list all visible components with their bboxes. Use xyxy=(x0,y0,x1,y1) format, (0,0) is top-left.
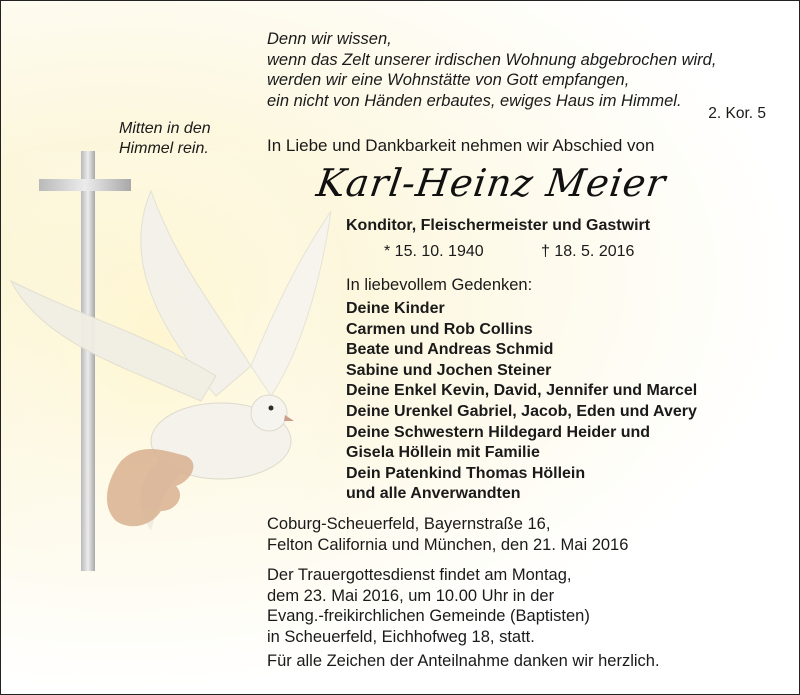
farewell-intro: In Liebe und Dankbarkeit nehmen wir Abschied von xyxy=(267,136,655,155)
verse-reference: 2. Kor. 5 xyxy=(708,105,766,122)
verse-line: ein nicht von Händen erbautes, ewiges Haus im Himmel. xyxy=(267,91,682,110)
death-date: † 18. 5. 2016 xyxy=(541,243,635,260)
service-line: dem 23. Mai 2016, um 10.00 Uhr in der xyxy=(267,586,555,605)
mourner-line: Gisela Höllein mit Familie xyxy=(346,444,540,462)
mourners-title: In liebevollem Gedenken: xyxy=(346,276,533,294)
mourner-line: Deine Schwestern Hildegard Heider und xyxy=(346,423,651,441)
mourner-line: Dein Patenkind Thomas Höllein xyxy=(346,464,586,482)
place-and-date xyxy=(267,514,628,556)
funeral-service-info xyxy=(267,565,590,647)
mourner-line: Deine Kinder xyxy=(346,300,445,317)
birth-date: * 15. 10. 1940 xyxy=(384,243,484,260)
motto xyxy=(119,119,211,159)
bible-verse xyxy=(267,29,767,111)
deceased-profession: Konditor, Fleischermeister und Gastwirt xyxy=(346,217,651,234)
motto-line: Himmel rein. xyxy=(119,140,209,157)
verse-line: wenn das Zelt unserer irdischen Wohnung abgebrochen wird, xyxy=(267,50,717,69)
mourner-line: und alle Anverwandten xyxy=(346,485,521,503)
service-line: Evang.-freikirchlichen Gemeinde (Baptisten) xyxy=(267,607,590,626)
deceased-name: Karl-Heinz Meier xyxy=(313,161,669,205)
mourner-line: Sabine und Jochen Steiner xyxy=(346,361,552,379)
address-line: Felton California und München, den 21. Mai 2016 xyxy=(267,536,629,554)
verse-line: Denn wir wissen, xyxy=(267,30,392,48)
service-line: Der Trauergottesdienst findet am Montag, xyxy=(267,566,572,584)
service-line: in Scheuerfeld, Eichhofweg 18, statt. xyxy=(267,627,535,646)
verse-line: werden wir eine Wohnstätte von Gott empfangen, xyxy=(267,71,630,89)
address-line: Coburg-Scheuerfeld, Bayernstraße 16, xyxy=(267,515,551,533)
thanks-note: Für alle Zeichen der Anteilnahme danken wir herzlich. xyxy=(267,652,660,670)
mourner-line: Carmen und Rob Collins xyxy=(346,320,533,338)
mourner-line: Beate und Andreas Schmid xyxy=(346,341,554,359)
dove-cross-image xyxy=(1,151,341,571)
mourner-line: Deine Enkel Kevin, David, Jennifer und Marcel xyxy=(346,382,698,400)
mourners-list xyxy=(346,299,697,505)
motto-line: Mitten in den xyxy=(119,120,211,137)
mourner-line: Deine Urenkel Gabriel, Jacob, Eden und Avery xyxy=(346,402,697,420)
